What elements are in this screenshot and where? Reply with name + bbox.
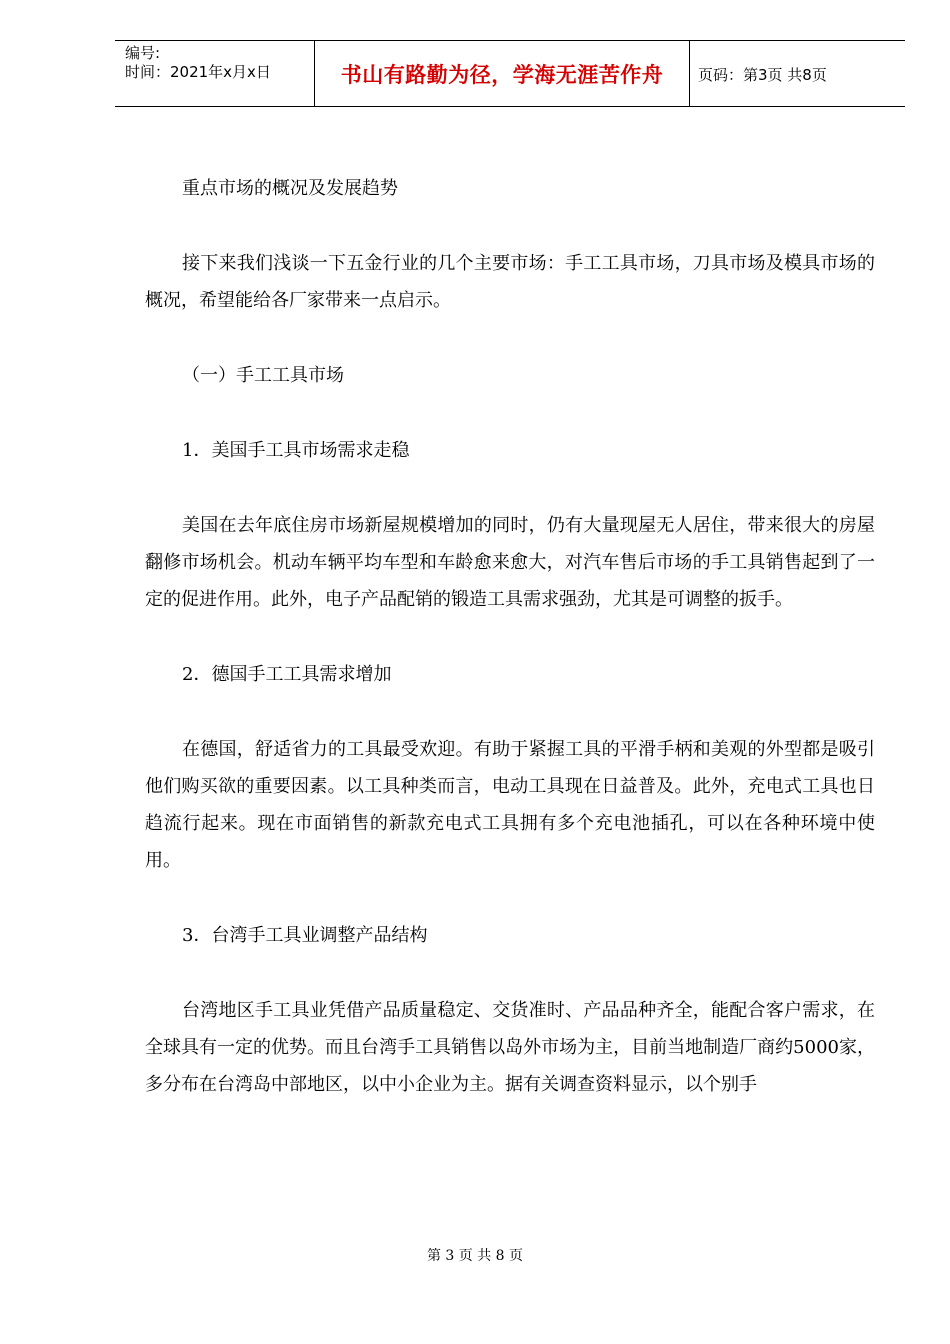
number-label: 编号: xyxy=(125,44,161,62)
item-paragraph-3: 台湾地区手工具业凭借产品质量稳定、交货准时、产品品种齐全，能配合客户需求，在全球具有一定的优势。而且台湾手工具销售以岛外市场为主，目前当地制造厂商约5000家，多分布在台湾岛中部地区，以中小企业为主。据有关调查资料显示，以个别手 xyxy=(145,1000,875,1095)
item-paragraph-2: 在德国，舒适省力的工具最受欢迎。有助于紧握工具的平滑手柄和美观的外型都是吸引他们购买欲的重要因素。以工具种类而言，电动工具现在日益普及。此外，充电式工具也日趋流行起来。现在市面销售的新款充电式工具拥有多个充电池插孔，可以在各种环境中使用。 xyxy=(145,739,875,871)
page-header xyxy=(115,40,905,107)
time-label: 时间：2021年x月x日 xyxy=(125,63,271,81)
item-heading-1: 1．美国手工具市场需求走稳 xyxy=(182,440,410,461)
header-page-info: 页码：第3页 共8页 xyxy=(698,65,827,84)
section-heading: 重点市场的概况及发展趋势 xyxy=(182,178,398,199)
subsection-heading: （一）手工工具市场 xyxy=(182,365,344,386)
item-paragraph-1: 美国在去年底住房市场新屋规模增加的同时，仍有大量现屋无人居住，带来很大的房屋翻修市场机会。机动车辆平均车型和车龄愈来愈大，对汽车售后市场的手工具销售起到了一定的促进作用。此外，电子产品配销的锻造工具需求强劲，尤其是可调整的扳手。 xyxy=(145,515,875,610)
intro-paragraph: 接下来我们浅谈一下五金行业的几个主要市场：手工工具市场，刀具市场及模具市场的概况，希望能给各厂家带来一点启示。 xyxy=(145,253,875,311)
item-heading-2: 2．德国手工工具需求增加 xyxy=(182,664,392,685)
page-footer: 第 3 页 共 8 页 xyxy=(426,1248,524,1264)
header-meta xyxy=(115,41,315,107)
document-body xyxy=(145,170,875,1103)
item-heading-3: 3．台湾手工具业调整产品结构 xyxy=(182,925,428,946)
header-motto: 书山有路勤为径，学海无涯苦作舟 xyxy=(315,41,690,107)
